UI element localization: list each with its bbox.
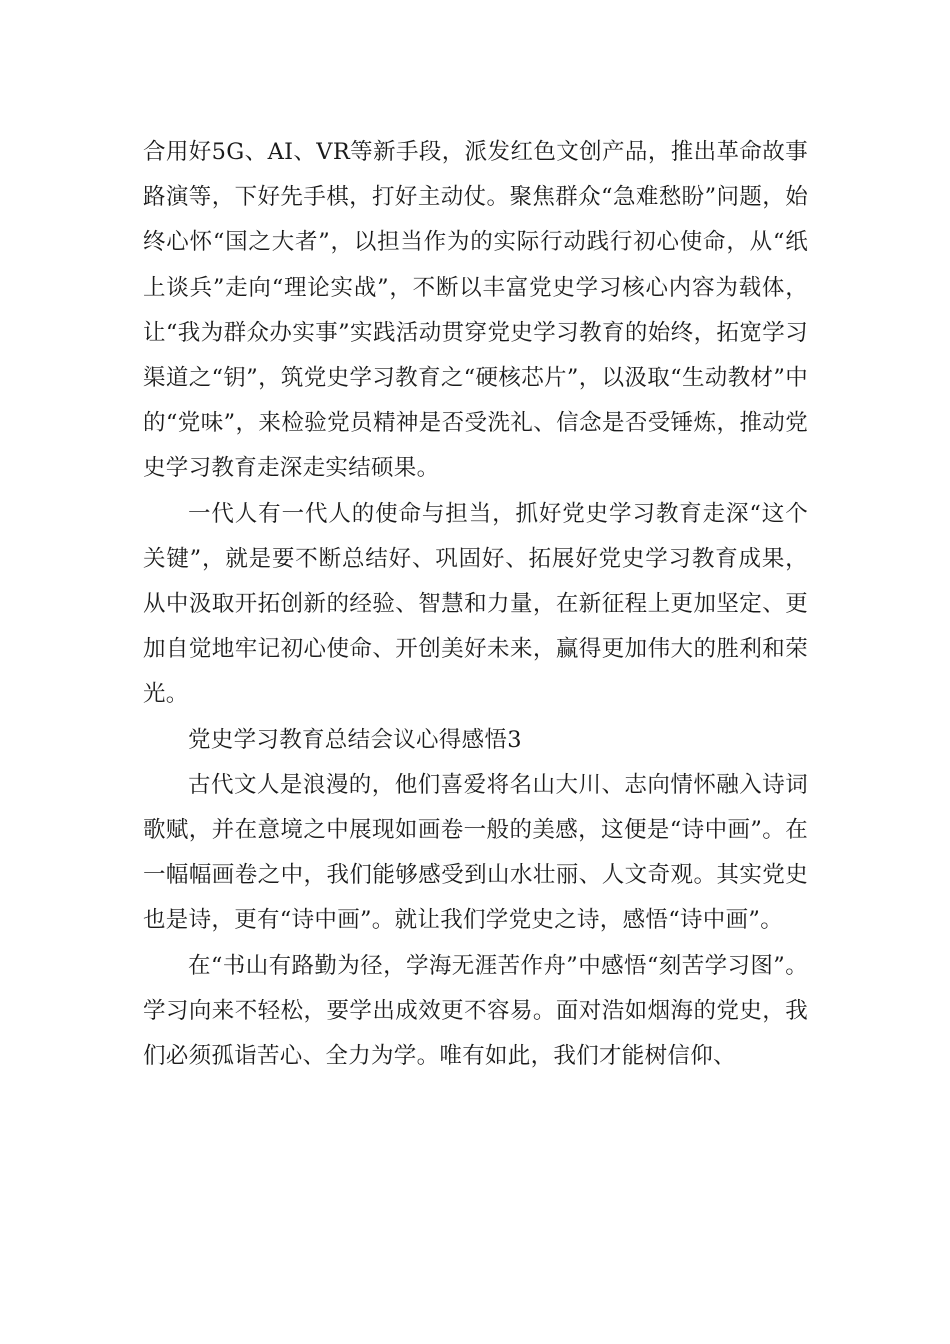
section-heading: 党史学习教育总结会议心得感悟3 xyxy=(188,726,522,753)
paragraph-study: 在“书山有路勤为径，学海无涯苦作舟”中感悟“刻苦学习图”。学习向来不轻松，要学出成效更不容易。面对浩如烟海的党史，我们必须孤诣苦心、全力为学。唯有如此，我们才能树信仰、 xyxy=(143,952,808,1070)
paragraph-continued: 合用好5G、AI、VR等新手段，派发红色文创产品，推出革命故事路演等，下好先手棋，打好主动仗。聚焦群众“急难愁盼”问题，始终心怀“国之大者”，以担当作为的实际行动践行初心使命，从“纸上谈兵”走向“理论实战”，不断以丰富党史学习核心内容为载体，让“我为群众办实事”实践活动贯穿党史学习教育的始终，拓宽学习渠道之“钥”，筑党史学习教育之“硬核芯片”，以汲取“生动教材”中的“党味”，来检验党员精神是否受洗礼、信念是否受锤炼，推动党史学习教育走深走实结硕果。 xyxy=(143,139,808,482)
paragraph-mission: 一代人有一代人的使命与担当，抓好党史学习教育走深“这个关键”，就是要不断总结好、巩固好、拓展好党史学习教育成果，从中汲取开拓创新的经验、智慧和力量，在新征程上更加坚定、更加自觉地牢记初心使命、开创美好未来，赢得更加伟大的胜利和荣光。 xyxy=(143,500,808,708)
paragraph-poetry: 古代文人是浪漫的，他们喜爱将名山大川、志向情怀融入诗词歌赋，并在意境之中展现如画卷一般的美感，这便是“诗中画”。在一幅幅画卷之中，我们能够感受到山水壮丽、人文奇观。其实党史也是诗，更有“诗中画”。就让我们学党史之诗，感悟“诗中画”。 xyxy=(143,771,808,934)
document-body xyxy=(143,130,808,1079)
